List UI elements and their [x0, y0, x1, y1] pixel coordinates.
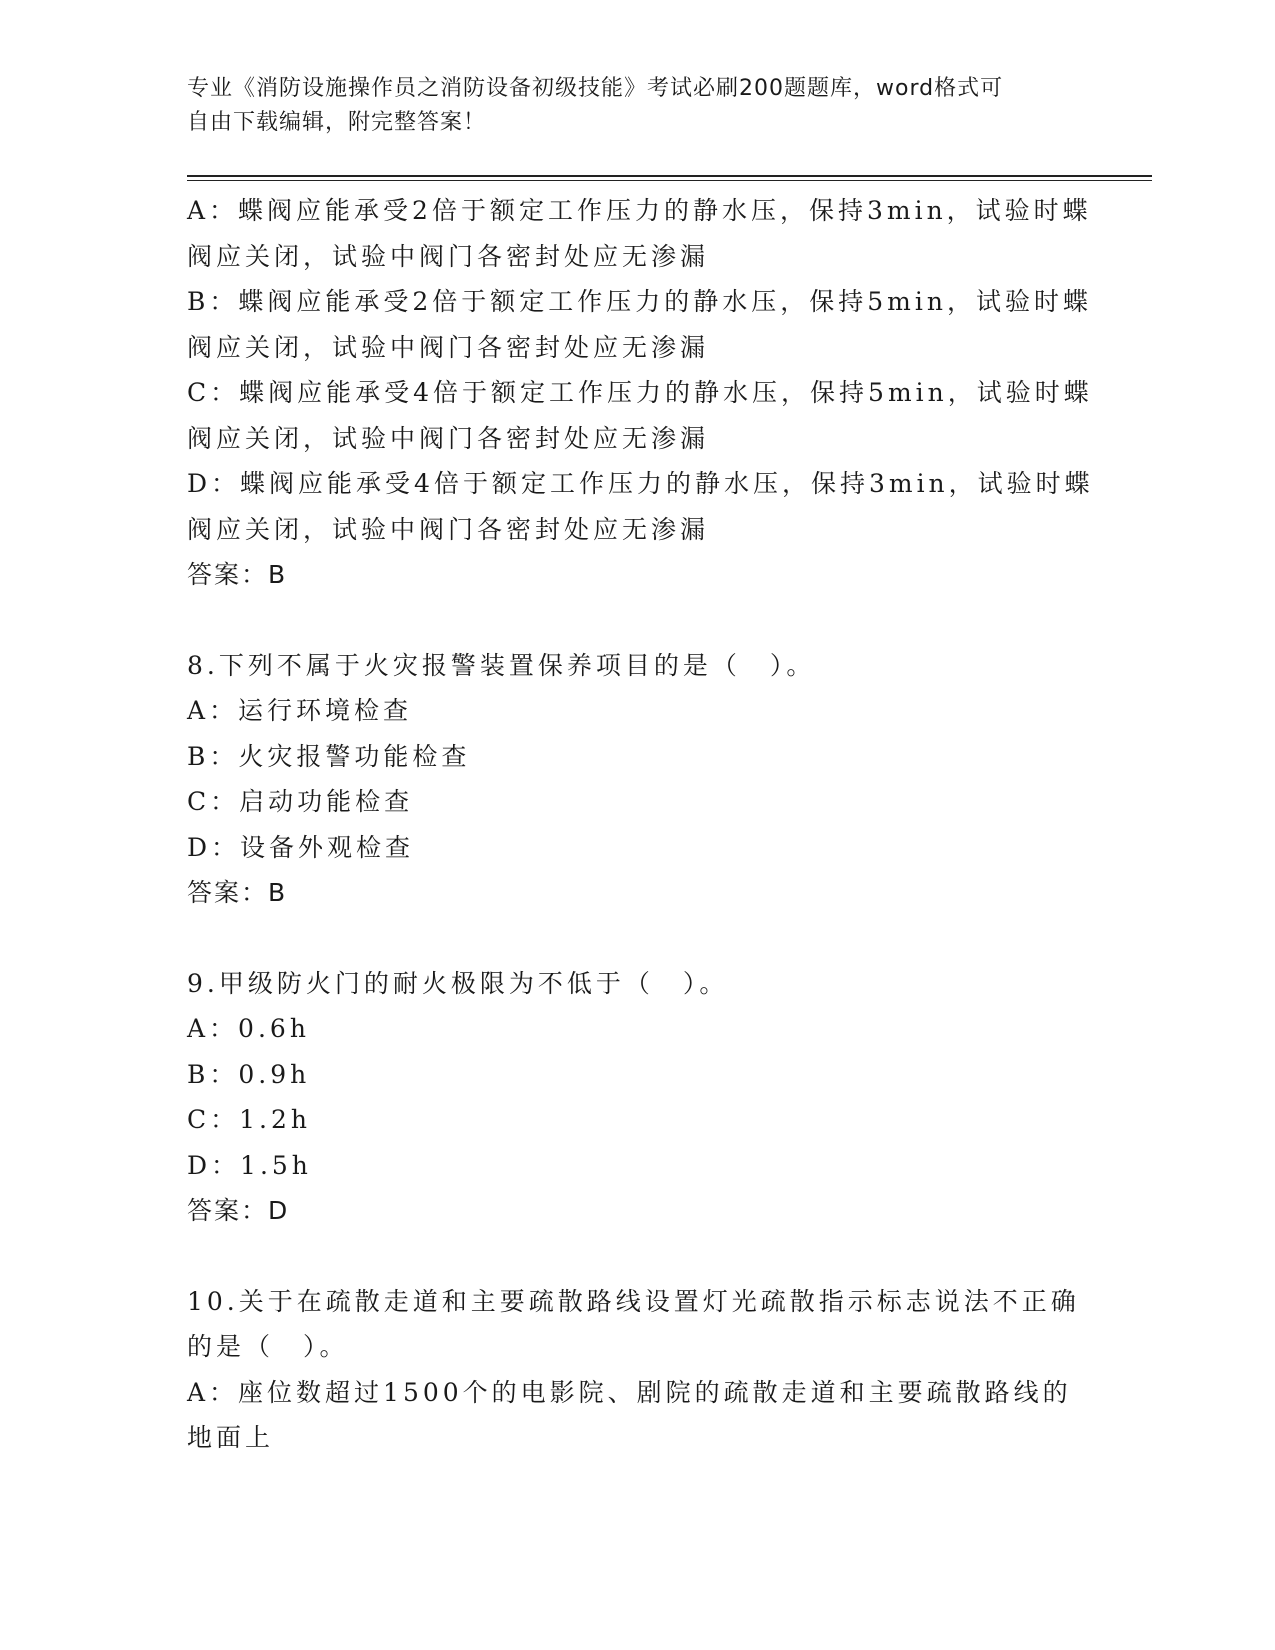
header-line-2: 自由下载编辑，附完整答案！: [187, 110, 487, 135]
question-7-options: [187, 188, 1094, 598]
spacer: [187, 598, 1087, 643]
question-7-answer: 答案：B: [187, 560, 288, 589]
header-line-1: 专业《消防设施操作员之消防设备初级技能》考试必刷200题题库，word格式可: [187, 76, 1004, 101]
option-a: A：运行环境检查: [187, 696, 413, 725]
question-10-text: 10.关于在疏散走道和主要疏散路线设置灯光疏散指示标志说法不正确 的是（ ）。: [187, 1286, 1080, 1361]
option-a: A：0.6h: [187, 1014, 310, 1043]
option-a: A：蝶阀应能承受2倍于额定工作压力的静水压，保持3min，试验时蝶 阀应关闭，试验中阀门各密封处应无渗漏: [187, 196, 1092, 271]
spacer: [187, 916, 1087, 961]
spacer: [187, 1234, 1087, 1279]
question-8-text: 8.下列不属于火灾报警装置保养项目的是（ ）。: [187, 650, 816, 680]
header-divider: [187, 175, 1152, 181]
option-c: C：1.2h: [187, 1105, 311, 1134]
question-9-answer: 答案：D: [187, 1196, 290, 1225]
question-content: [187, 188, 1094, 1461]
question-10: [187, 1279, 1087, 1461]
option-b: B：蝶阀应能承受2倍于额定工作压力的静水压，保持5min，试验时蝶 阀应关闭，试验中阀门各密封处应无渗漏: [187, 287, 1092, 362]
question-9: [187, 961, 1087, 1234]
option-c: C：蝶阀应能承受4倍于额定工作压力的静水压，保持5min，试验时蝶 阀应关闭，试验中阀门各密封处应无渗漏: [187, 378, 1093, 453]
question-9-text: 9.甲级防火门的耐火极限为不低于（ ）。: [187, 968, 729, 998]
option-b: B：0.9h: [187, 1059, 311, 1089]
document-header: [187, 72, 1067, 140]
option-c: C：启动功能检查: [187, 787, 414, 816]
option-d: D：1.5h: [187, 1150, 312, 1180]
question-8-answer: 答案：B: [187, 878, 288, 907]
option-d: D：设备外观检查: [187, 832, 415, 862]
option-d: D：蝶阀应能承受4倍于额定工作压力的静水压，保持3min，试验时蝶 阀应关闭，试验中阀门各密封处应无渗漏: [187, 469, 1094, 544]
option-a: A：座位数超过1500个的电影院、剧院的疏散走道和主要疏散路线的 地面上: [187, 1377, 1072, 1452]
question-8: [187, 643, 1087, 916]
option-b: B：火灾报警功能检查: [187, 741, 471, 771]
